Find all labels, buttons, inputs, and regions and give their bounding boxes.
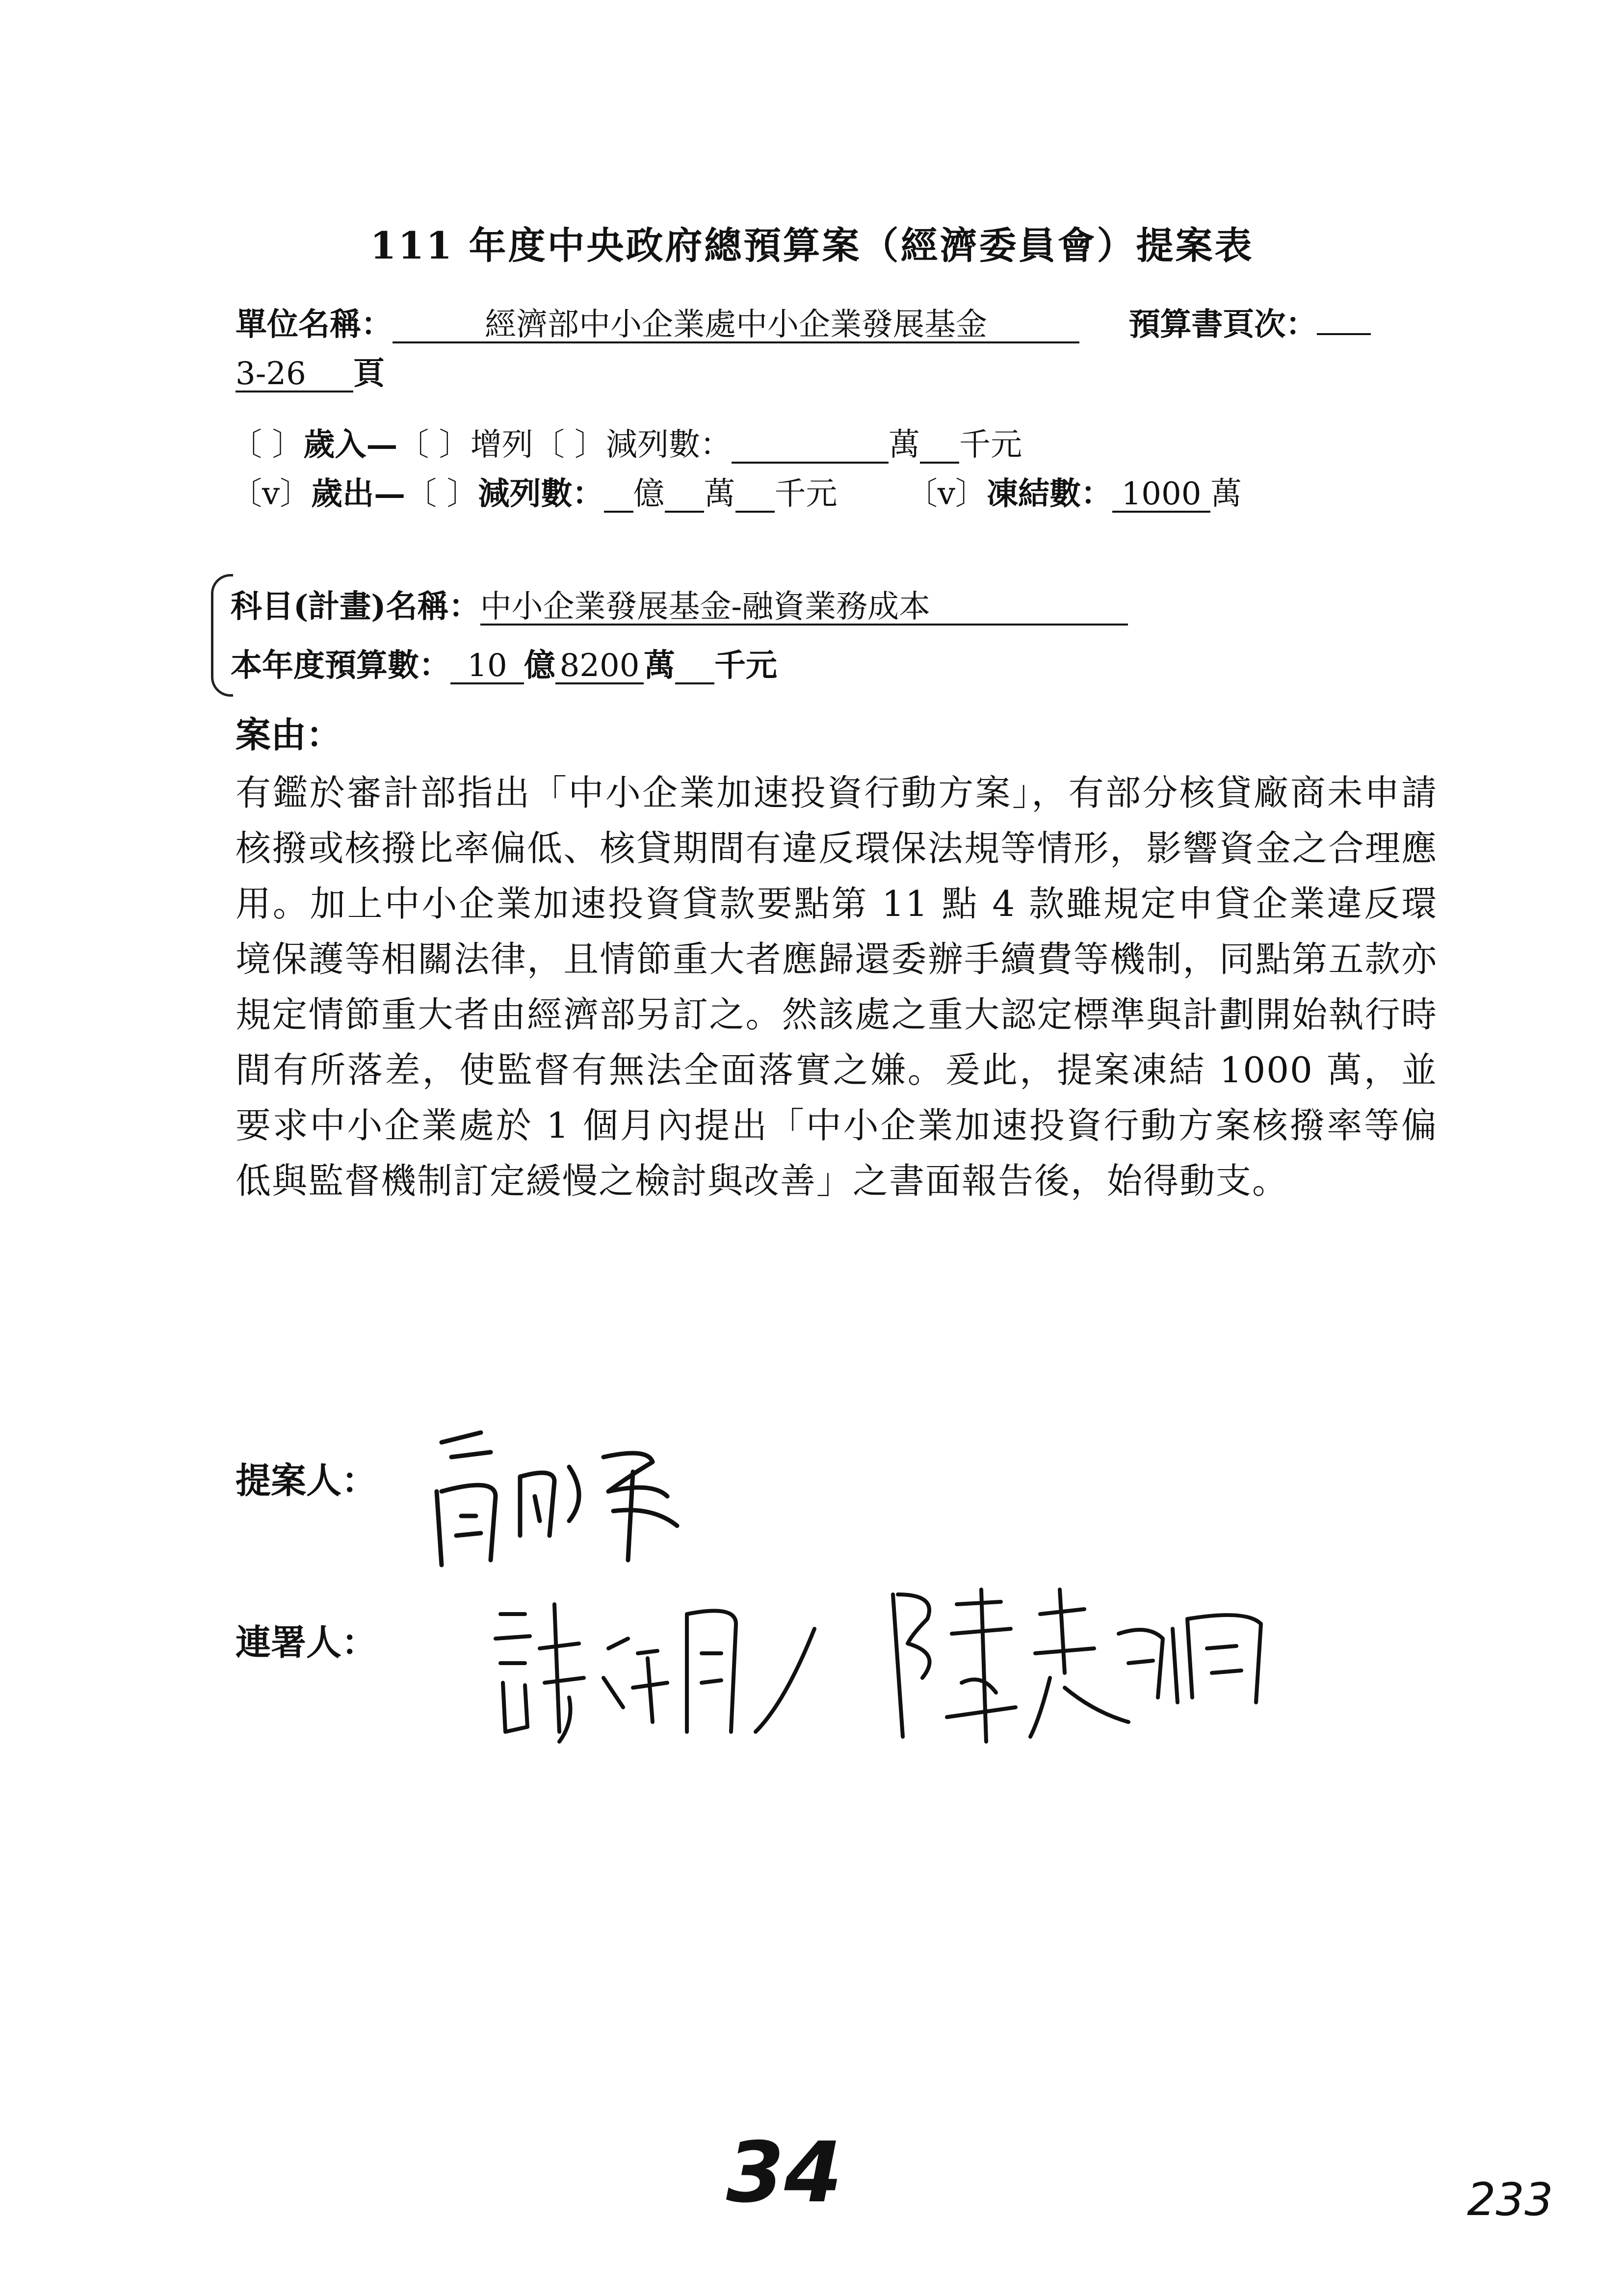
yi-unit: 億 [633,476,665,512]
revenue-label: 歲入— [303,426,398,463]
expense-decrease-checkbox: 〔 〕 [405,476,478,512]
wan-blank [665,478,704,513]
budget-wan-value: 8200 [555,650,644,684]
page-line [236,348,385,393]
cosigner-signature-2 [873,1575,1276,1761]
page-label: 預算書頁次： [1128,306,1317,343]
proposer-signature [422,1423,697,1580]
unit-line [236,299,1371,344]
qian-blank [920,429,959,464]
qian-unit: 千元 [959,427,1022,463]
expense-wan-unit: 萬 [704,476,735,512]
item-value: 中小企業發展基金-融資業務成本 [480,591,1128,626]
budget-yi-unit: 億 [524,647,555,684]
freeze-value: 1000 [1112,478,1210,513]
revenue-line [231,419,1022,465]
decrease-checkbox: 〔 〕 [533,427,606,463]
wan-unit: 萬 [889,427,920,463]
yi-blank [604,478,633,513]
expense-decrease-label: 減列數： [478,475,604,512]
item-label: 科目(計畫)名稱： [231,588,480,625]
reason-text: 有鑑於審計部指出「中小企業加速投資行動方案」，有部分核貸廠商未申請核撥或核撥比率偏低、核貸期間有違反環保法規等情形，影響資金之合理應用。加上中小企業加速投資貸款要點第 11 點 4 款雖規定申貸企業違反環境保護等相關法律，且情節重大者應歸還委辦手續費等機制，同點第五款亦規定情節重大者由經濟部另訂之。然該處之重大認定標準與計劃開始執行時間有所落差，使監督有無法全面落實之嫌。爰此，提案凍結 1000 萬，並要求中小企業處於 1 個月內提出「中小企業加速投資行動方案核撥率等偏低與監督機制訂定緩慢之檢討與改善」之書面報告後，始得動支。 [236,772,1438,1201]
unit-label: 單位名稱： [236,306,393,343]
budget-yi-value: 10 [450,650,524,684]
expense-checkbox: 〔v〕 [231,476,312,512]
freeze-label: 凍結數： [987,475,1112,512]
unit-value: 經濟部中小企業處中小企業發展基金 [393,309,1079,343]
budget-line [231,640,777,685]
decrease-label: 減列數： [606,427,732,463]
page-number: 34 [726,2124,842,2221]
bracket-mark [211,574,233,697]
form-title: 111 年度中央政府總預算案（經濟委員會）提案表 [370,224,1254,267]
item-line [231,581,1128,626]
page-blank [1317,333,1371,335]
revenue-checkbox: 〔 〕 [231,427,304,463]
reason-label: 案由： [236,714,342,756]
budget-label: 本年度預算數： [231,647,450,684]
budget-qian-blank [675,650,714,684]
increase-checkbox: 〔 〕 [397,427,471,463]
proposer-label: 提案人： [236,1460,377,1501]
cosigner-label: 連署人： [236,1621,377,1663]
expense-line [231,469,1242,514]
freeze-unit: 萬 [1210,476,1242,512]
budget-qian-unit: 千元 [714,647,777,684]
cosigner-signature-1 [481,1585,824,1761]
expense-qian-blank [735,478,775,513]
page-value: 3-26 [236,358,353,392]
decrease-blank [732,429,889,464]
expense-label: 歲出— [311,475,406,512]
expense-qian-unit: 千元 [774,476,838,512]
increase-label: 增列 [470,427,533,463]
budget-wan-unit: 萬 [644,647,675,684]
freeze-checkbox: 〔v〕 [906,476,987,512]
corner-number: 233 [1467,2173,1553,2226]
page-suffix: 頁 [353,355,385,392]
